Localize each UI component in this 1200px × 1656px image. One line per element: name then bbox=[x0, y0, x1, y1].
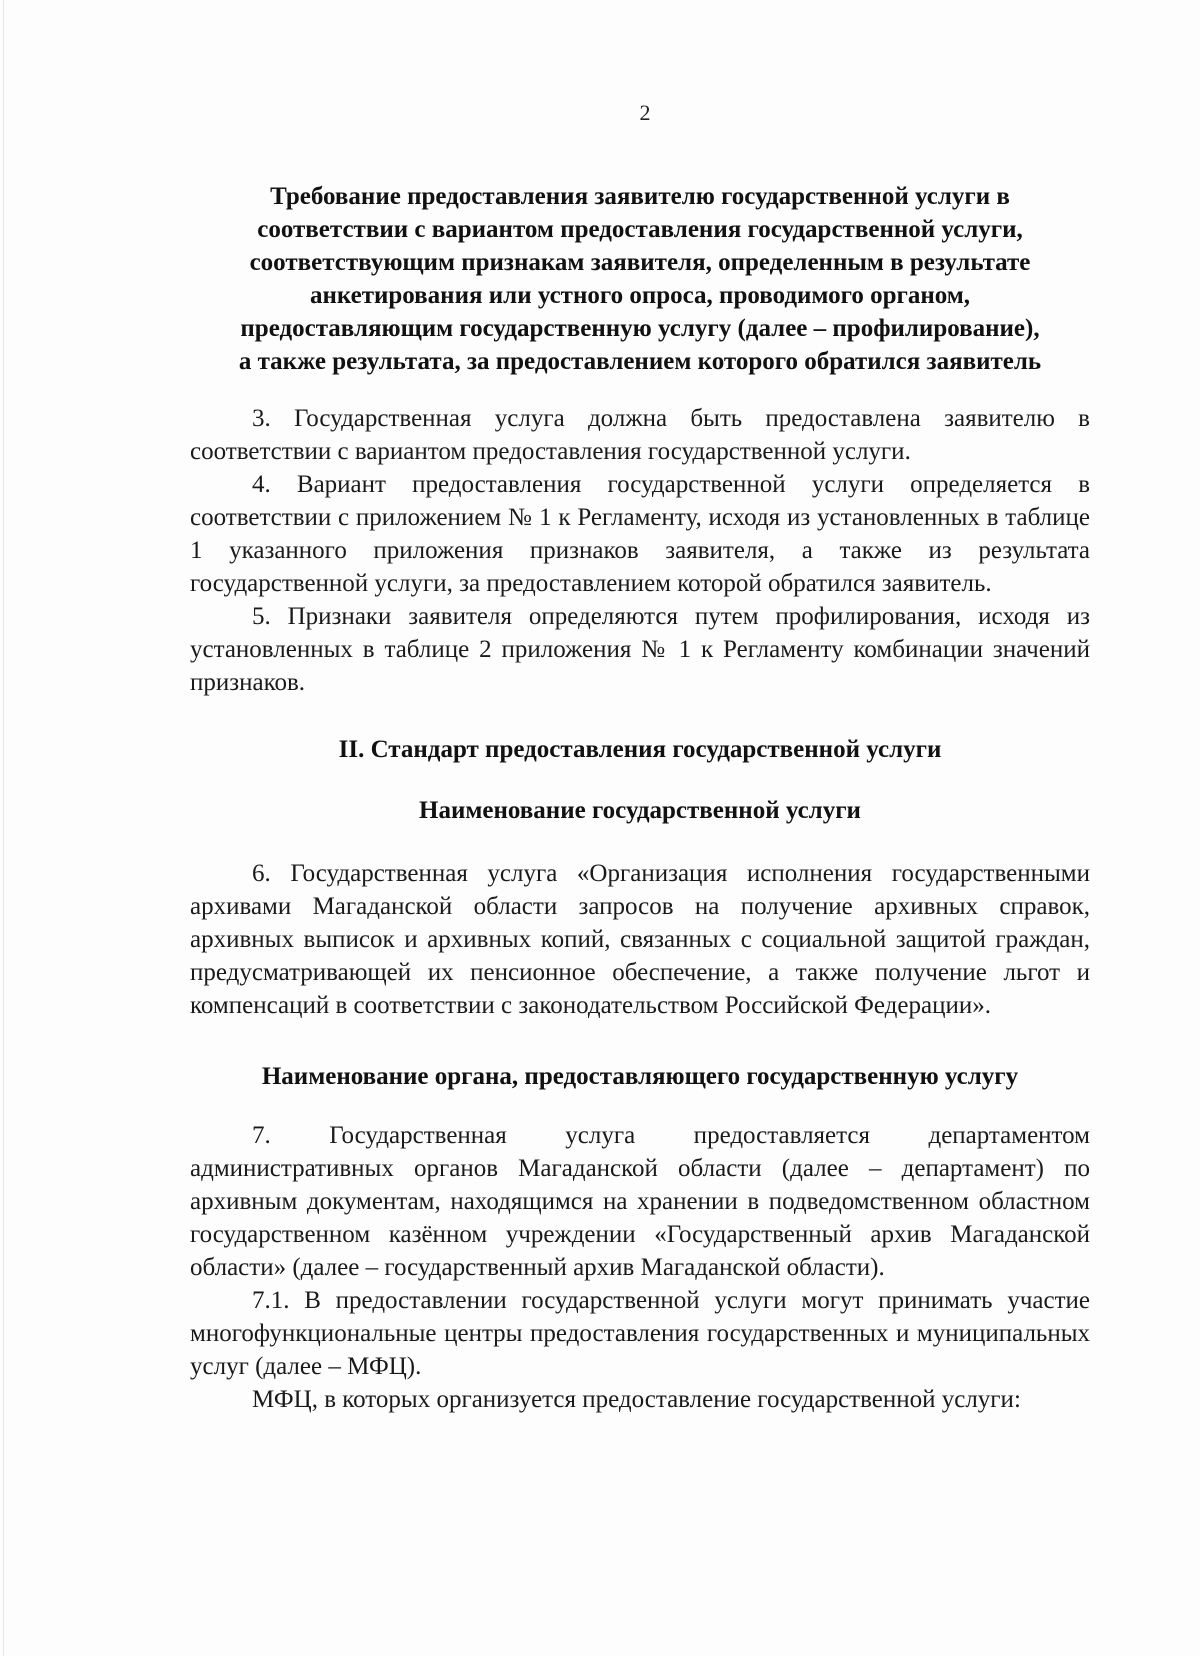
paragraph-3: 3. Государственная услуга должна быть предоставлена заявителю в соответствии с вариантом предоставления государственной услуги. bbox=[190, 405, 1090, 465]
document-body bbox=[190, 180, 1090, 1416]
page-number: 2 bbox=[639, 100, 651, 125]
scan-edge bbox=[3, 0, 4, 1656]
paragraph-5: 5. Признаки заявителя определяются путем профилирования, исходя из установленных в таблице 2 приложения № 1 к Регламенту комбинации значений признаков. bbox=[190, 603, 1090, 696]
heading-line: предоставляющим государственную услугу (далее – профилирование), bbox=[240, 315, 1040, 342]
requirement-heading bbox=[190, 180, 1090, 378]
heading-line: Требование предоставления заявителю государственной услуги в bbox=[270, 183, 1010, 210]
section-heading: II. Стандарт предоставления государственной услуги bbox=[338, 736, 942, 763]
heading-line: а также результата, за предоставлением которого обратился заявитель bbox=[238, 348, 1042, 375]
paragraph-7: 7. Государственная услуга предоставляется департаментом административных органов Магаданской области (далее – департамент) по архивным документам, находящимся на хранении в подведомственном областном государственном казённом учреждении «Государственный архив Магаданской области» (далее – государственный архив Магаданской области). bbox=[190, 1122, 1090, 1281]
paragraph-7-1: 7.1. В предоставлении государственной услуги могут принимать участие многофункциональные центры предоставления государственных и муниципальных услуг (далее – МФЦ). bbox=[190, 1287, 1090, 1380]
heading-line: анкетирования или устного опроса, проводимого органом, bbox=[309, 282, 971, 309]
paragraph-mfc: МФЦ, в которых организуется предоставление государственной услуги: bbox=[252, 1386, 1021, 1413]
service-name-heading: Наименование государственной услуги bbox=[419, 797, 861, 824]
organ-heading: Наименование органа, предоставляющего государственную услугу bbox=[261, 1063, 1019, 1090]
paragraph-4: 4. Вариант предоставления государственной услуги определяется в соответствии с приложением № 1 к Регламенту, исходя из установленных в таблице 1 указанного приложения признаков заявителя, а также из результата государственной услуги, за предоставлением которой обратился заявитель. bbox=[190, 471, 1090, 597]
heading-line: соответствующим признакам заявителя, определенным в результате bbox=[249, 249, 1031, 276]
heading-line: соответствии с вариантом предоставления государственной услуги, bbox=[257, 216, 1023, 243]
paragraph-6: 6. Государственная услуга «Организация исполнения государственными архивами Магаданской области запросов на получение архивных справок, архивных выписок и архивных копий, связанных с социальной защитой граждан, предусматривающей их пенсионное обеспечение, а также получение льгот и компенсаций в соответствии с законодательством Российской Федерации». bbox=[190, 860, 1090, 1019]
